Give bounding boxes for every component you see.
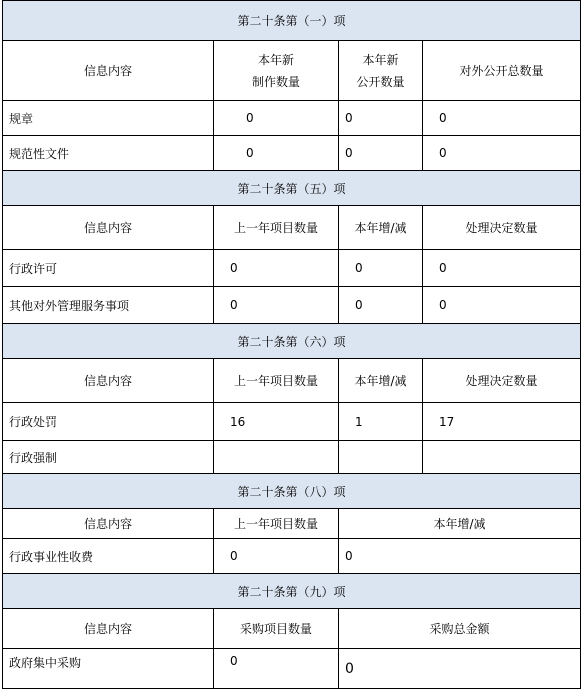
column-header-row [3, 359, 581, 403]
cell-value: 0 [339, 136, 423, 171]
column-header: 上一年项目数量 [214, 359, 339, 403]
table-row [3, 101, 581, 136]
row-label: 规章 [3, 101, 214, 136]
cell-value: 16 [214, 403, 339, 441]
column-header: 采购总金额 [339, 609, 581, 649]
cell-value [423, 441, 581, 474]
row-label: 行政事业性收费 [3, 539, 214, 574]
table-row [3, 136, 581, 171]
cell-value: 17 [423, 403, 581, 441]
row-label: 行政处罚 [3, 403, 214, 441]
cell-value [214, 441, 339, 474]
section-title: 第二十条第（五）项 [3, 171, 581, 206]
cell-value: 0 [214, 649, 339, 689]
header-line: 本年新 公开数量 [356, 52, 405, 89]
table-row [3, 287, 581, 324]
section-title: 第二十条第（六）项 [3, 324, 581, 359]
section-header-row [3, 574, 581, 609]
column-header-row [3, 609, 581, 649]
cell-value: 0 [423, 101, 581, 136]
cell-value: 0 [214, 136, 339, 171]
cell-value: 0 [339, 649, 581, 689]
header-line: 本年新 制作数量 [251, 52, 300, 89]
cell-value: 0 [423, 250, 581, 287]
column-header-row [3, 206, 581, 250]
column-header: 上一年项目数量 [214, 206, 339, 250]
row-label: 行政许可 [3, 250, 214, 287]
column-header: 信息内容 [3, 359, 214, 403]
column-header: 处理决定数量 [423, 359, 581, 403]
row-label: 行政强制 [3, 441, 214, 474]
row-label: 其他对外管理服务事项 [3, 287, 214, 324]
cell-value: 0 [339, 250, 423, 287]
section-header-row [3, 171, 581, 206]
column-header: 采购项目数量 [214, 609, 339, 649]
cell-value: 0 [339, 101, 423, 136]
table-row [3, 539, 581, 574]
row-label: 规范性文件 [3, 136, 214, 171]
cell-value [339, 441, 423, 474]
cell-value: 0 [339, 287, 423, 324]
column-header [339, 41, 423, 101]
table-row [3, 250, 581, 287]
column-header: 信息内容 [3, 609, 214, 649]
column-header: 本年增/减 [339, 359, 423, 403]
cell-value: 0 [214, 250, 339, 287]
column-header: 处理决定数量 [423, 206, 581, 250]
column-header: 信息内容 [3, 41, 214, 101]
column-header-row [3, 41, 581, 101]
column-header: 本年增/减 [339, 509, 581, 539]
section-header-row [3, 324, 581, 359]
column-header: 信息内容 [3, 206, 214, 250]
column-header: 信息内容 [3, 509, 214, 539]
column-header-row [3, 509, 581, 539]
table-row [3, 403, 581, 441]
table-row [3, 441, 581, 474]
cell-value: 1 [339, 403, 423, 441]
section-title: 第二十条第（九）项 [3, 574, 581, 609]
disclosure-table [2, 0, 581, 689]
column-header: 本年增/减 [339, 206, 423, 250]
cell-value: 0 [214, 287, 339, 324]
column-header: 对外公开总数量 [423, 41, 581, 101]
cell-value: 0 [214, 101, 339, 136]
column-header: 上一年项目数量 [214, 509, 339, 539]
section-header-row [3, 1, 581, 41]
section-title: 第二十条第（八）项 [3, 474, 581, 509]
cell-value: 0 [423, 136, 581, 171]
section-header-row [3, 474, 581, 509]
table-row [3, 649, 581, 689]
cell-value: 0 [214, 539, 339, 574]
cell-value: 0 [339, 539, 581, 574]
cell-value: 0 [423, 287, 581, 324]
section-title: 第二十条第（一）项 [3, 1, 581, 41]
row-label: 政府集中采购 [3, 649, 214, 689]
column-header [214, 41, 339, 101]
